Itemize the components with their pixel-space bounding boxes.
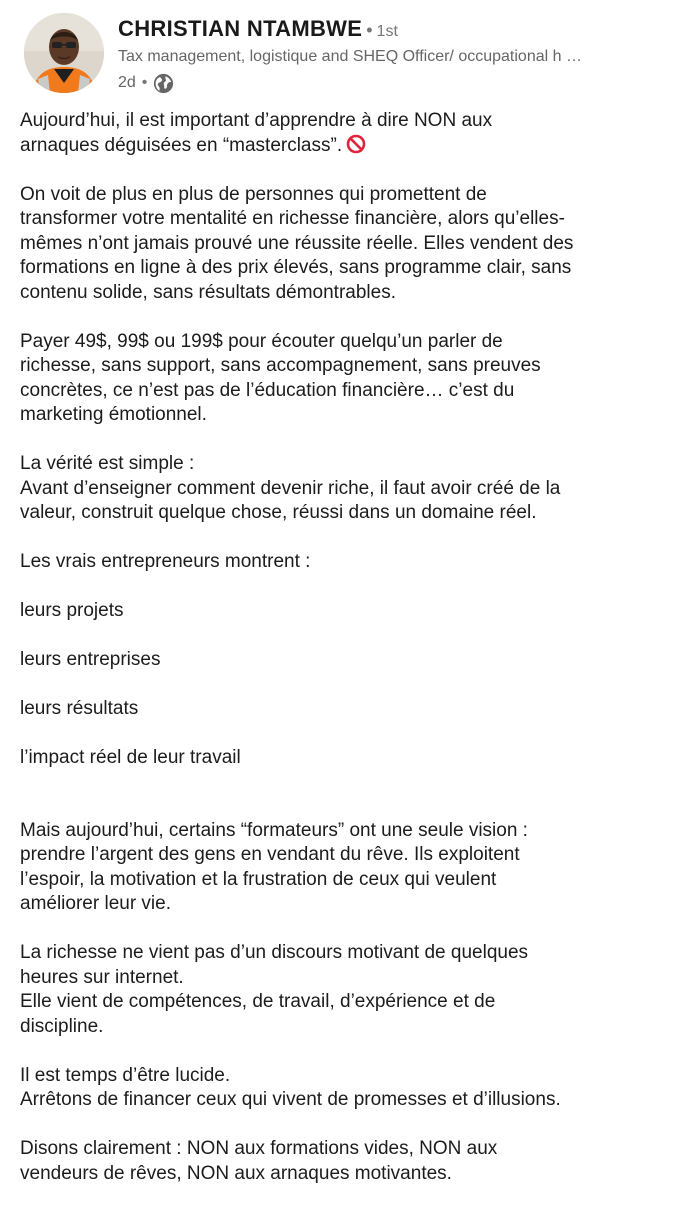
- text-line: valeur, construit quelque chose, réussi dans un domaine réel.: [20, 502, 537, 523]
- text-line: richesse, sans support, sans accompagnement, sans preuves: [20, 355, 541, 376]
- text-line: On voit de plus en plus de personnes qui promettent de: [20, 183, 487, 205]
- text-line: l’espoir, la motivation et la frustration de ceux qui veulent: [20, 868, 497, 890]
- post-header: [0, 0, 674, 100]
- post-text: [20, 109, 660, 1211]
- text-line: Arrêtons de financer ceux qui vivent de promesses et d’illusions.: [20, 1089, 561, 1110]
- paragraph-4: [20, 452, 660, 526]
- paragraph-2: [20, 183, 660, 306]
- text-line: contenu solide, sans résultats démontrables.: [20, 281, 396, 303]
- separator-dot: •: [366, 20, 373, 40]
- text-line: Il est temps d’être lucide.: [20, 1064, 231, 1086]
- list-item-text: leurs entreprises: [20, 649, 161, 670]
- text-line: Aujourd’hui, il est important d’apprendre à dire NON aux: [20, 110, 493, 131]
- text-line: Les vrais entrepreneurs montrent :: [20, 551, 311, 572]
- text-line: concrètes, ce n’est pas de l’éducation financière… c’est du: [20, 379, 515, 401]
- list-item-text: leurs résultats: [20, 698, 139, 719]
- list-item: [20, 746, 660, 771]
- author-name[interactable]: CHRISTIAN NTAMBWE: [118, 16, 363, 41]
- paragraph-intro: [20, 109, 660, 158]
- text-line: La vérité est simple :: [20, 453, 195, 474]
- text-line: heures sur internet.: [20, 966, 184, 988]
- text-line: Mais aujourd’hui, certains “formateurs” ont une seule vision :: [20, 819, 528, 841]
- globe-icon: [153, 73, 174, 94]
- text-line-with-emoji: [20, 134, 660, 159]
- text-line: formations en ligne à des prix élevés, sans programme clair, sans: [20, 257, 572, 278]
- list-item-text: l’impact réel de leur travail: [20, 747, 241, 768]
- text-line: prendre l’argent des gens en vendant du rêve. Ils exploitent: [20, 844, 520, 865]
- text-line: La richesse ne vient pas d’un discours motivant de quelques: [20, 942, 529, 963]
- paragraph-9: [20, 1137, 660, 1186]
- post-time: 2d: [118, 74, 136, 91]
- author-name-line: [118, 14, 658, 44]
- text-line: marketing émotionnel.: [20, 404, 207, 425]
- text-line: Disons clairement : NON aux formations vides, NON aux: [20, 1138, 498, 1159]
- text-line: vendeurs de rêves, NON aux arnaques motivantes.: [20, 1162, 452, 1184]
- meta-separator-dot: •: [141, 74, 148, 91]
- paragraph-7: [20, 941, 660, 1039]
- avatar-photo: [24, 13, 104, 93]
- prohibited-emoji-icon: [346, 134, 366, 154]
- text-line: transformer votre mentalité en richesse financière, alors qu’elles-: [20, 208, 565, 229]
- text-line: Avant d’enseigner comment devenir riche, il faut avoir créé de la: [20, 477, 561, 499]
- author-info: [118, 14, 658, 94]
- connection-degree: 1st: [376, 23, 398, 40]
- list-item-text: leurs projets: [20, 600, 124, 621]
- paragraph-8: [20, 1064, 660, 1113]
- paragraph-3: [20, 330, 660, 428]
- list-item: [20, 599, 660, 624]
- author-headline: Tax management, logistique and SHEQ Officer/ occupational h …: [118, 48, 582, 65]
- paragraph-6: [20, 819, 660, 917]
- text-line: Payer 49$, 99$ ou 199$ pour écouter quelqu’un parler de: [20, 330, 503, 352]
- text-line: mêmes n’ont jamais prouvé une réussite réelle. Elles vendent des: [20, 232, 574, 254]
- paragraph-5: [20, 550, 660, 575]
- text-line: arnaques déguisées en “masterclass”.: [20, 134, 343, 156]
- text-line: discipline.: [20, 1015, 104, 1037]
- text-line: Elle vient de compétences, de travail, d’expérience et de: [20, 991, 496, 1012]
- author-avatar[interactable]: [24, 13, 104, 93]
- list-item: [20, 648, 660, 673]
- list-item: [20, 697, 660, 722]
- text-line: améliorer leur vie.: [20, 893, 171, 914]
- post-meta: [118, 72, 658, 94]
